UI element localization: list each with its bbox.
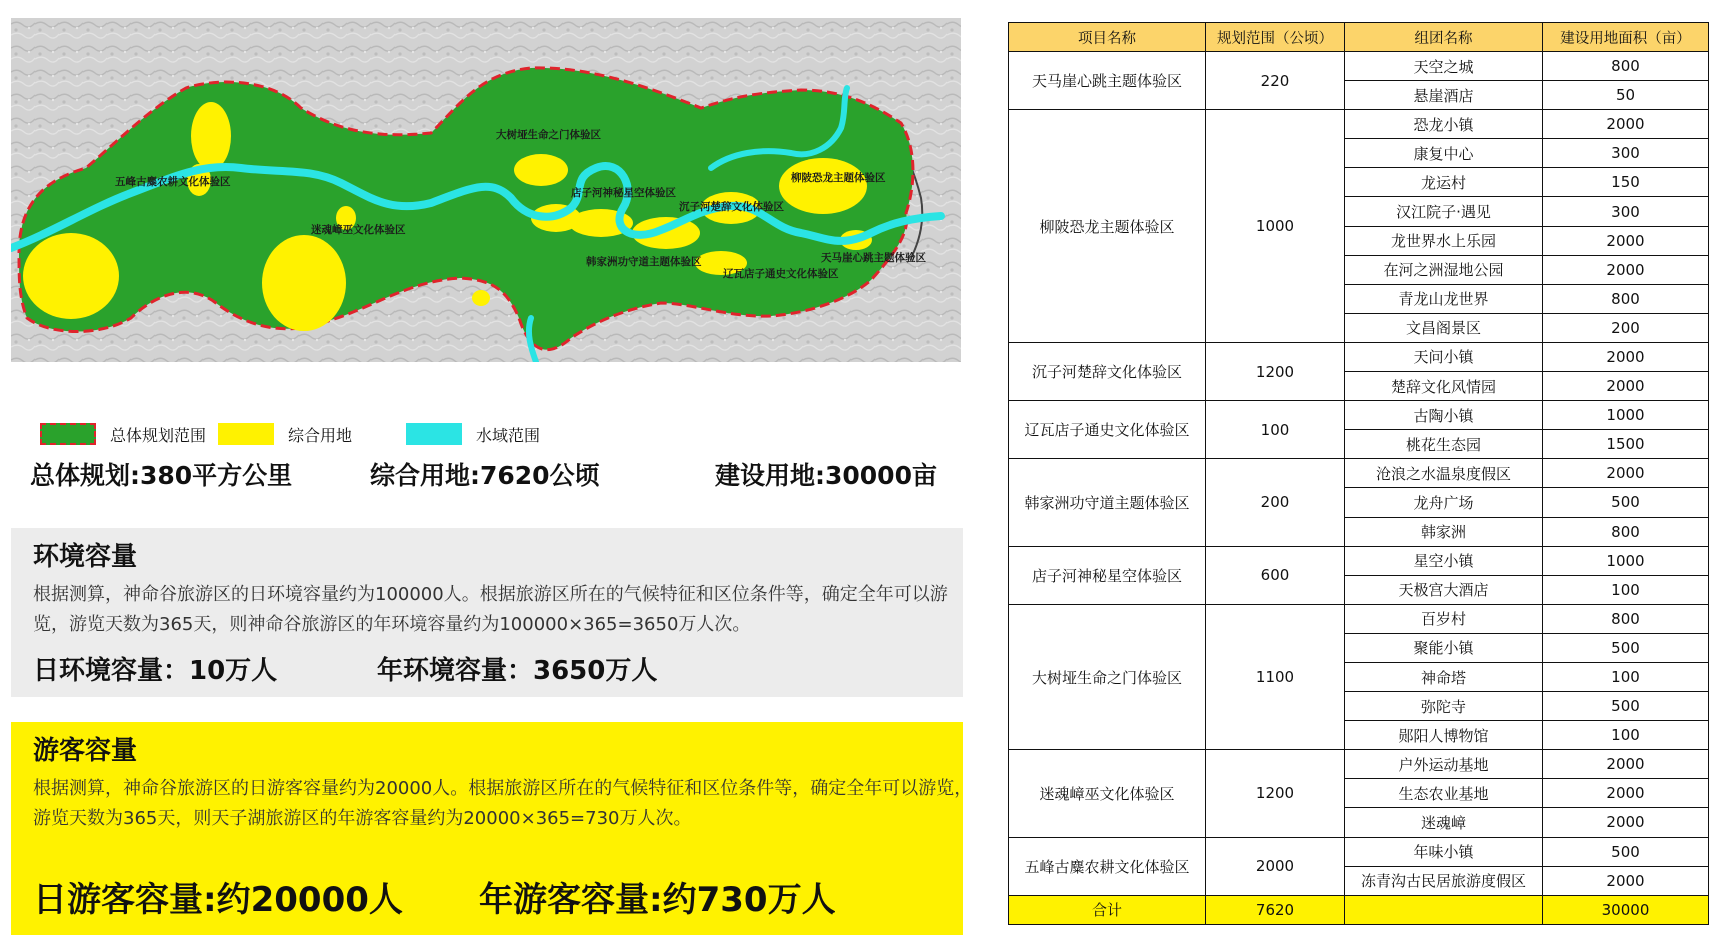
header-planning-area: 规划范围（公顷） <box>1206 23 1345 52</box>
construction-area-cell: 50 <box>1543 81 1709 110</box>
legend-label: 综合用地 <box>288 425 353 445</box>
zone-label-tianmaya: 天马崖心跳主题体验区 <box>821 252 926 264</box>
project-table <box>1008 22 1709 925</box>
group-name-cell: 冻青沟古民居旅游度假区 <box>1345 866 1543 895</box>
construction-area-cell: 2000 <box>1543 110 1709 139</box>
legend-item-composite <box>218 420 352 448</box>
planning-area-cell: 1200 <box>1206 342 1345 400</box>
planning-area-swatch <box>40 423 96 445</box>
project-name-cell: 迷魂嶂巫文化体验区 <box>1009 750 1206 837</box>
construction-area-cell: 100 <box>1543 575 1709 604</box>
overall-planning-stat: 总体规划:380平方公里 <box>30 461 293 490</box>
construction-area-cell: 800 <box>1543 604 1709 633</box>
project-name-cell: 辽瓦店子通史文化体验区 <box>1009 401 1206 459</box>
composite-land-stat: 综合用地:7620公顷 <box>370 461 600 490</box>
project-name-cell: 沉子河楚辞文化体验区 <box>1009 342 1206 400</box>
construction-area-cell: 150 <box>1543 168 1709 197</box>
group-name-cell: 沧浪之水温泉度假区 <box>1345 459 1543 488</box>
daily-environment-capacity: 日环境容量：10万人 <box>33 656 278 686</box>
construction-area-cell: 2000 <box>1543 226 1709 255</box>
zone-label-liaowa: 辽瓦店子通史文化体验区 <box>723 268 839 280</box>
construction-area-cell: 2000 <box>1543 808 1709 837</box>
construction-land-stat: 建设用地:30000亩 <box>715 461 937 490</box>
table-row <box>1009 401 1709 430</box>
group-name-cell: 天问小镇 <box>1345 342 1543 371</box>
group-name-cell: 古陶小镇 <box>1345 401 1543 430</box>
construction-area-cell: 2000 <box>1543 372 1709 401</box>
table-row <box>1009 52 1709 81</box>
planning-area-cell: 600 <box>1206 546 1345 604</box>
table-row <box>1009 546 1709 575</box>
table-row <box>1009 837 1709 866</box>
table-row <box>1009 604 1709 633</box>
group-name-cell: 龙舟广场 <box>1345 488 1543 517</box>
planning-area-cell: 100 <box>1206 401 1345 459</box>
table-row <box>1009 110 1709 139</box>
construction-area-cell: 300 <box>1543 139 1709 168</box>
construction-area-cell: 1000 <box>1543 401 1709 430</box>
daily-visitor-capacity: 日游客容量:约20000人 <box>33 880 403 920</box>
total-group-cell <box>1345 895 1543 924</box>
construction-area-cell: 200 <box>1543 313 1709 342</box>
group-name-cell: 迷魂嶂 <box>1345 808 1543 837</box>
annual-environment-capacity: 年环境容量：3650万人 <box>377 656 658 686</box>
project-name-cell: 五峰古麋农耕文化体验区 <box>1009 837 1206 895</box>
section-paragraph: 根据测算，神命谷旅游区的日游客容量约为20000人。根据旅游区所在的气候特征和区位条件等，确定全年可以游览，游览天数为365天，则天子湖旅游区的年游客容量约为20000×365=730万人次。 <box>33 778 973 829</box>
group-name-cell: 年味小镇 <box>1345 837 1543 866</box>
group-name-cell: 恐龙小镇 <box>1345 110 1543 139</box>
zone-label-dianzihe: 店子河神秘星空体验区 <box>571 187 676 199</box>
construction-area-cell: 300 <box>1543 197 1709 226</box>
planning-area-cell: 1100 <box>1206 604 1345 749</box>
project-table-panel <box>1008 22 1708 925</box>
group-name-cell: 楚辞文化风情园 <box>1345 372 1543 401</box>
construction-area-cell: 2000 <box>1543 255 1709 284</box>
project-name-cell: 天马崖心跳主题体验区 <box>1009 52 1206 110</box>
planning-area-cell: 1200 <box>1206 750 1345 837</box>
total-construction-cell: 30000 <box>1543 895 1709 924</box>
table-body <box>1009 52 1709 925</box>
planning-area-cell: 2000 <box>1206 837 1345 895</box>
construction-area-cell: 2000 <box>1543 750 1709 779</box>
group-name-cell: 星空小镇 <box>1345 546 1543 575</box>
construction-area-cell: 800 <box>1543 517 1709 546</box>
group-name-cell: 龙世界水上乐园 <box>1345 226 1543 255</box>
section-title: 环境容量 <box>33 542 138 572</box>
total-label-cell: 合计 <box>1009 895 1206 924</box>
group-name-cell: 神命塔 <box>1345 662 1543 691</box>
group-name-cell: 郧阳人博物馆 <box>1345 721 1543 750</box>
zone-label-dashuya: 大树垭生命之门体验区 <box>496 129 601 141</box>
header-project-name: 项目名称 <box>1009 23 1206 52</box>
construction-area-cell: 2000 <box>1543 866 1709 895</box>
planning-area-cell: 220 <box>1206 52 1345 110</box>
project-name-cell: 店子河神秘星空体验区 <box>1009 546 1206 604</box>
summary-stats <box>30 456 950 496</box>
group-name-cell: 在河之洲湿地公园 <box>1345 255 1543 284</box>
project-name-cell: 柳陂恐龙主题体验区 <box>1009 110 1206 343</box>
group-name-cell: 桃花生态园 <box>1345 430 1543 459</box>
group-name-cell: 青龙山龙世界 <box>1345 284 1543 313</box>
total-row <box>1009 895 1709 924</box>
construction-area-cell: 1500 <box>1543 430 1709 459</box>
group-name-cell: 龙运村 <box>1345 168 1543 197</box>
section-paragraph: 根据测算，神命谷旅游区的日环境容量约为100000人。根据旅游区所在的气候特征和区位条件等，确定全年可以游览，游览天数为365天，则神命谷旅游区的年环境容量约为100000×365=3650万人次。 <box>33 584 948 635</box>
header-construction-area: 建设用地面积（亩） <box>1543 23 1709 52</box>
group-name-cell: 聚能小镇 <box>1345 633 1543 662</box>
construction-area-cell: 800 <box>1543 284 1709 313</box>
composite-land-swatch <box>218 423 274 445</box>
planning-area-cell: 1000 <box>1206 110 1345 343</box>
annual-visitor-capacity: 年游客容量:约730万人 <box>479 880 836 920</box>
map-legend <box>40 420 940 448</box>
construction-area-cell: 2000 <box>1543 459 1709 488</box>
construction-area-cell: 100 <box>1543 721 1709 750</box>
zone-label-liubei: 柳陂恐龙主题体验区 <box>791 172 886 184</box>
table-row <box>1009 342 1709 371</box>
construction-area-cell: 800 <box>1543 52 1709 81</box>
header-group-name: 组团名称 <box>1345 23 1543 52</box>
construction-area-cell: 2000 <box>1543 779 1709 808</box>
planning-map <box>11 18 961 362</box>
zone-label-hanjiazhou: 韩家洲功守道主题体验区 <box>586 256 702 268</box>
group-name-cell: 天极宫大酒店 <box>1345 575 1543 604</box>
legend-item-planning <box>40 420 206 448</box>
group-name-cell: 汉江院子·遇见 <box>1345 197 1543 226</box>
legend-label: 水域范围 <box>476 425 541 445</box>
section-title: 游客容量 <box>33 736 138 766</box>
zone-label-chenzihe: 沉子河楚辞文化体验区 <box>679 201 784 213</box>
legend-item-water <box>406 420 540 448</box>
table-header-row <box>1009 23 1709 52</box>
legend-label: 总体规划范围 <box>110 425 207 445</box>
planning-area-cell: 200 <box>1206 459 1345 546</box>
total-area-cell: 7620 <box>1206 895 1345 924</box>
group-name-cell: 康复中心 <box>1345 139 1543 168</box>
construction-area-cell: 500 <box>1543 837 1709 866</box>
group-name-cell: 生态农业基地 <box>1345 779 1543 808</box>
construction-area-cell: 2000 <box>1543 342 1709 371</box>
water-area-swatch <box>406 423 462 445</box>
table-row <box>1009 750 1709 779</box>
construction-area-cell: 100 <box>1543 662 1709 691</box>
zone-label-mihunzhang: 迷魂嶂巫文化体验区 <box>311 224 406 236</box>
group-name-cell: 悬崖酒店 <box>1345 81 1543 110</box>
visitor-capacity-section <box>11 722 973 935</box>
construction-area-cell: 500 <box>1543 633 1709 662</box>
zone-label-wufeng: 五峰古麋农耕文化体验区 <box>115 176 231 188</box>
construction-area-cell: 1000 <box>1543 546 1709 575</box>
project-name-cell: 大树垭生命之门体验区 <box>1009 604 1206 749</box>
environment-capacity-section <box>11 528 963 697</box>
project-name-cell: 韩家洲功守道主题体验区 <box>1009 459 1206 546</box>
group-name-cell: 户外运动基地 <box>1345 750 1543 779</box>
construction-area-cell: 500 <box>1543 692 1709 721</box>
group-name-cell: 弥陀寺 <box>1345 692 1543 721</box>
group-name-cell: 韩家洲 <box>1345 517 1543 546</box>
construction-area-cell: 500 <box>1543 488 1709 517</box>
table-row <box>1009 459 1709 488</box>
group-name-cell: 百岁村 <box>1345 604 1543 633</box>
group-name-cell: 天空之城 <box>1345 52 1543 81</box>
group-name-cell: 文昌阁景区 <box>1345 313 1543 342</box>
